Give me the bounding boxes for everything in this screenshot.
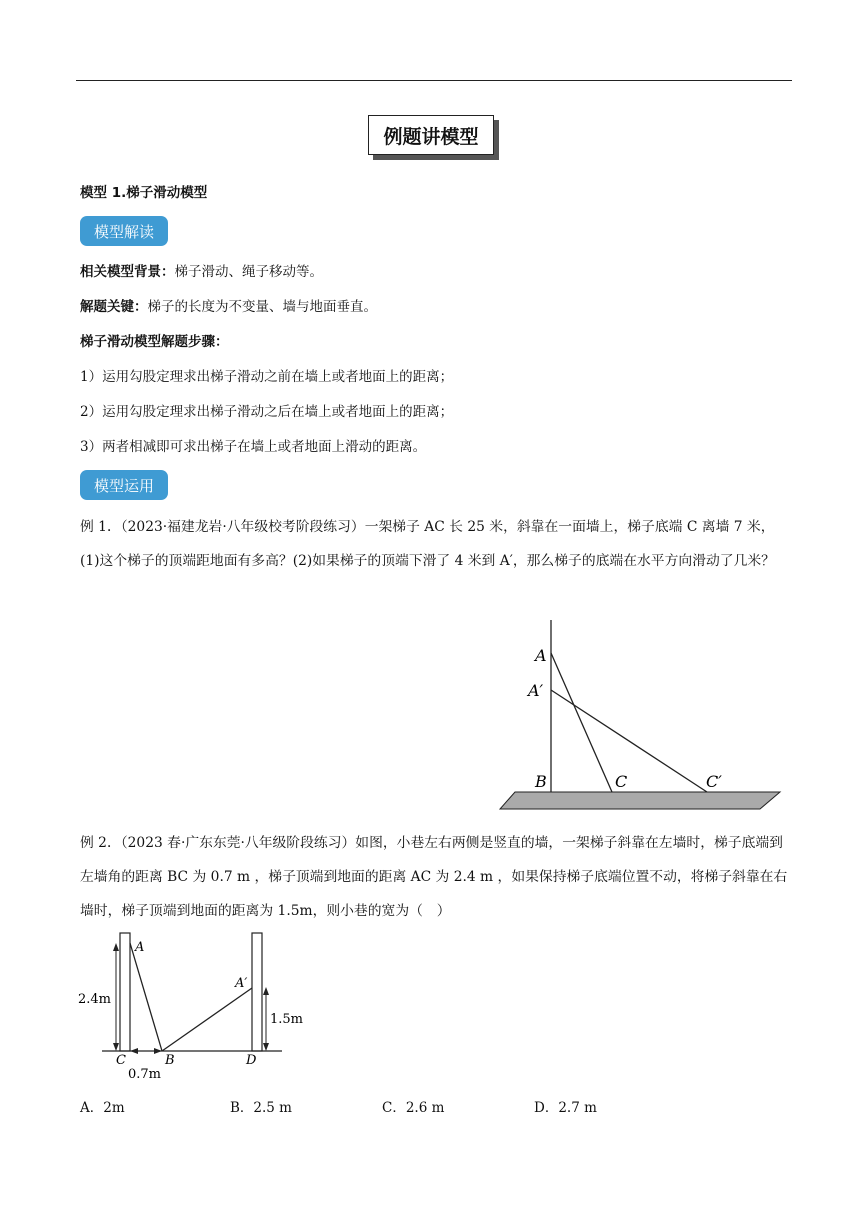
arrow-ac-bottom — [113, 1043, 119, 1051]
key-text: 梯子的长度为不变量、墙与地面垂直。 — [147, 299, 377, 315]
label-A-prime: A′ — [235, 976, 248, 991]
ladder-left — [130, 943, 162, 1051]
label-A: A — [535, 646, 547, 665]
arrow-rh-top — [263, 987, 269, 995]
choice-d[interactable]: D．2.7 m — [534, 1100, 597, 1116]
label-D: D — [246, 1053, 257, 1068]
step-1: 1）运用勾股定理求出梯子滑动之前在墙上或者地面上的距离； — [80, 369, 454, 385]
label-A-prime: A′ — [528, 681, 544, 700]
label-ac-length: 2.4m — [78, 992, 112, 1007]
section-heading: 模型 1.梯子滑动模型 — [80, 185, 208, 201]
figure-ladder-1 — [495, 620, 785, 815]
label-A: A — [135, 940, 145, 955]
background-text: 梯子滑动、绳子移动等。 — [174, 264, 323, 280]
choice-a[interactable]: A．2m — [80, 1100, 125, 1116]
arrow-rh-bottom — [263, 1043, 269, 1051]
ladder-after — [551, 690, 707, 792]
page-title: 例题讲模型 — [368, 115, 494, 155]
label-B: B — [165, 1053, 175, 1068]
badge-model-apply: 模型运用 — [80, 470, 168, 500]
answer-choices — [80, 1096, 680, 1118]
ladder-before — [551, 653, 612, 792]
example-2-text: 例 2．（2023 春·广东东莞·八年级阶段练习）如图，小巷左右两侧是竖直的墙，一架梯子斜靠在左墙时，梯子底端到左墙角的距离 BC 为 0.7 m ，梯子顶端到地面的距离 AC 为 2.4 m ，如果保持梯子底端位置不动，将梯子斜靠在右墙时，梯子顶端到地面的距离为 1.5m，则小巷的宽为（ ） — [80, 835, 788, 919]
choice-b[interactable]: B．2.5 m — [230, 1100, 292, 1116]
right-wall — [252, 933, 262, 1051]
key-label: 解题关键： — [80, 299, 148, 315]
step-3: 3）两者相减即可求出梯子在墙上或者地面上滑动的距离。 — [80, 439, 427, 455]
background-line — [80, 263, 323, 281]
steps-heading: 梯子滑动模型解题步骤： — [80, 334, 229, 350]
ground-slab — [500, 792, 780, 809]
label-right-height: 1.5m — [270, 1012, 304, 1027]
label-C: C — [615, 772, 628, 791]
arrow-bc-left — [130, 1048, 138, 1054]
ladder-right — [162, 988, 252, 1051]
background-label: 相关模型背景： — [80, 264, 175, 280]
header-rule — [76, 80, 792, 81]
badge-model-interpret: 模型解读 — [80, 216, 168, 246]
key-line — [80, 298, 377, 316]
label-C-prime: C′ — [706, 772, 722, 791]
step-2: 2）运用勾股定理求出梯子滑动之后在墙上或者地面上的距离； — [80, 404, 454, 420]
label-C: C — [116, 1053, 126, 1068]
arrow-ac-top — [113, 943, 119, 951]
example-1-text: 例 1．（2023·福建龙岩·八年级校考阶段练习）一架梯子 AC 长 25 米，斜靠在一面墙上，梯子底端 C 离墙 7 米，(1)这个梯子的顶端距地面有多高？(2)如果梯子的顶端下滑了 4 米到 A′，那么梯子的底端在水平方向滑动了几米？ — [80, 519, 775, 569]
figure-alley — [76, 925, 316, 1085]
label-B: B — [535, 772, 547, 791]
label-bc-length: 0.7m — [128, 1067, 162, 1082]
choice-c[interactable]: C．2.6 m — [382, 1100, 445, 1116]
left-wall — [120, 933, 130, 1051]
